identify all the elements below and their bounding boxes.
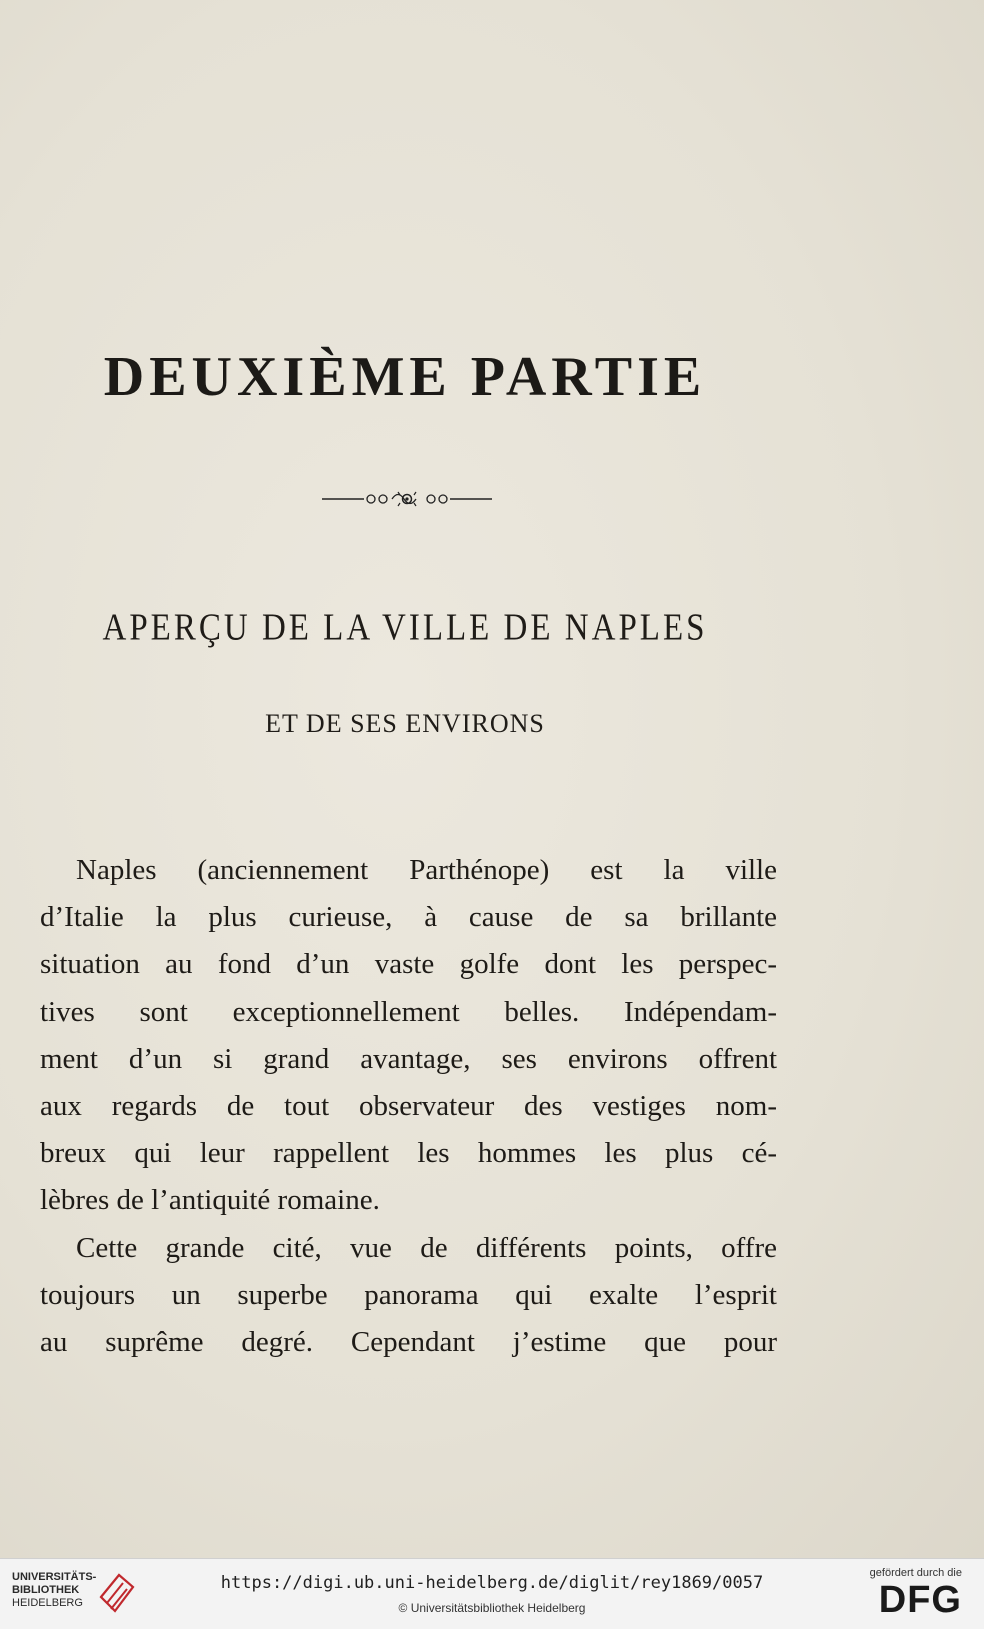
library-name-line3: HEIDELBERG (12, 1597, 83, 1609)
part-title: DEUXIÈME PARTIE (103, 346, 707, 408)
dfg-logo[interactable]: DFG (878, 1579, 962, 1621)
body-text (40, 847, 777, 1366)
permalink-url[interactable]: https://digi.ub.uni-heidelberg.de/diglit/rey1869/0057 (220, 1573, 764, 1593)
text-line: Cette grande cité, vue de différents points, offre (76, 1231, 777, 1264)
viewer-footer (0, 1558, 984, 1629)
chapter-title: APERÇU DE LA VILLE DE NAPLES (102, 607, 708, 649)
text-line: situation au fond d’un vaste golfe dont les perspec- (40, 948, 777, 981)
sponsor-text: gefördert durch die (869, 1567, 962, 1579)
text-line: ment d’un si grand avantage, ses environs offrent (40, 1042, 777, 1075)
text-line: tives sont exceptionnellement belles. Indépendam- (40, 995, 777, 1028)
chapter-subtitle: ET DE SES ENVIRONS (265, 709, 545, 738)
library-name-line2: BIBLIOTHEK (12, 1584, 80, 1596)
text-line: Naples (anciennement Parthénope) est la ville (76, 854, 777, 886)
text-line: aux regards de tout observateur des vestiges nom- (40, 1089, 777, 1122)
library-name-line1: UNIVERSITÄTS- (12, 1571, 97, 1583)
text-line: au suprême degré. Cependant j’estime que pour (40, 1325, 777, 1358)
text-line: breux qui leur rappellent les hommes les plus cé- (40, 1137, 777, 1170)
copyright-notice: © Universitätsbibliothek Heidelberg (398, 1601, 586, 1615)
text-line: toujours un superbe panorama qui exalte l’esprit (40, 1278, 777, 1311)
text-line: lèbres de l’antiquité romaine. (40, 1184, 380, 1217)
ornament-rule-icon (322, 488, 492, 510)
text-line: d’Italie la plus curieuse, à cause de sa brillante (40, 901, 777, 934)
